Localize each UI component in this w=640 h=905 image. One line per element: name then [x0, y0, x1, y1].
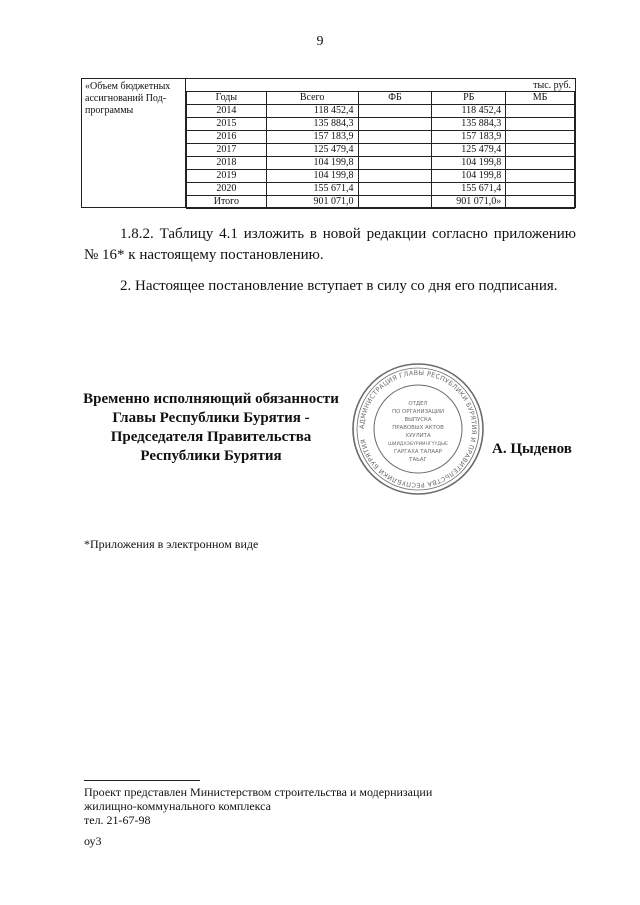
cell-year: 2016 [187, 131, 267, 144]
footer-line: тел. 21-67-98 [84, 813, 151, 827]
cell-total: 104 199,8 [266, 170, 358, 183]
table-left-label: «Объем бюджетных ассигнований Под-программы [82, 79, 186, 207]
cell-fb [358, 105, 432, 118]
cell-mb [506, 170, 575, 183]
cell-rb: 104 199,8 [432, 170, 506, 183]
cell-total: 901 071,0 [266, 196, 358, 209]
table-row [187, 131, 575, 144]
signatory-title-line: Главы Республики Бурятия - [112, 410, 310, 426]
footer-block [84, 785, 432, 827]
stamp-inner-line: ПО ОРГАНИЗАЦИИ [392, 409, 444, 415]
cell-total: 125 479,4 [266, 144, 358, 157]
cell-total: 135 884,3 [266, 118, 358, 131]
footer-divider [84, 780, 200, 781]
table-row [187, 183, 575, 196]
cell-mb [506, 196, 575, 209]
cell-fb [358, 157, 432, 170]
cell-year: 2017 [187, 144, 267, 157]
cell-mb [506, 183, 575, 196]
stamp-inner-line: ТАЬАГ [409, 457, 427, 463]
cell-mb [506, 157, 575, 170]
cell-mb [506, 105, 575, 118]
cell-rb: 135 884,3 [432, 118, 506, 131]
signatory-name: А. Цыденов [492, 441, 572, 457]
table-row [187, 170, 575, 183]
cell-fb [358, 118, 432, 131]
stamp-inner-line: ХУУЛИТА [405, 433, 431, 439]
cell-year: 2015 [187, 118, 267, 131]
header-total: Всего [266, 92, 358, 105]
header-rb: РБ [432, 92, 506, 105]
document-code: оу3 [84, 834, 102, 848]
paragraph-effective: 2. Настоящее постановление вступает в силу со дня его подписания. [120, 278, 558, 294]
cell-mb [506, 131, 575, 144]
table-header-row [187, 92, 575, 105]
paragraph-amendment: 1.8.2. Таблицу 4.1 изложить в новой редакции согласно приложению № 16* к настоящему постановлению. [84, 226, 576, 263]
cell-mb [506, 144, 575, 157]
stamp-inner-line: ОТДЕЛ [408, 401, 428, 407]
cell-fb [358, 170, 432, 183]
cell-fb [358, 196, 432, 209]
cell-mb [506, 118, 575, 131]
header-years: Годы [187, 92, 267, 105]
table-unit: тыс. руб. [533, 80, 571, 91]
stamp-inner-line: ПРАВОВЫХ АКТОВ [392, 425, 444, 431]
signatory-title-line: Председателя Правительства [110, 429, 312, 445]
table-row [187, 118, 575, 131]
signatory-title [80, 390, 342, 466]
budget-table [81, 78, 576, 208]
cell-rb: 155 671,4 [432, 183, 506, 196]
budget-grid [186, 91, 575, 209]
signatory-title-line: Временно исполняющий обязанности [83, 391, 339, 407]
cell-total: 104 199,8 [266, 157, 358, 170]
cell-rb: 118 452,4 [432, 105, 506, 118]
footer-line: Проект представлен Министерством строительства и модернизации [84, 785, 433, 799]
footer-line: жилищно-коммунального комплекса [84, 799, 271, 813]
cell-fb [358, 144, 432, 157]
page-number: 9 [316, 34, 324, 49]
stamp-inner-line: ГАРГАХА ТАЛААР [394, 449, 442, 455]
official-stamp [350, 361, 486, 497]
signatory-title-line: Республики Бурятия [140, 448, 282, 464]
cell-rb: 901 071,0» [432, 196, 506, 209]
table-row [187, 105, 575, 118]
stamp-inner-line: ШИИДХЭБҮРИИНГҮҮДЫЕ [388, 442, 448, 447]
header-mb: МБ [506, 92, 575, 105]
cell-rb: 125 479,4 [432, 144, 506, 157]
cell-year: 2020 [187, 183, 267, 196]
header-fb: ФБ [358, 92, 432, 105]
stamp-ring-textpath: АДМИНИСТРАЦИЯ ГЛАВЫ РЕСПУБЛИКИ БУРЯТИЯ И ПРАВИТЕЛЬСТВА РЕСПУБЛИКИ БУРЯТИЯ [357, 368, 479, 490]
stamp-inner-line: ВЫПУСКА [404, 417, 432, 423]
cell-year: Итого [187, 196, 267, 209]
attachments-note: *Приложения в электронном виде [84, 537, 259, 551]
cell-year: 2019 [187, 170, 267, 183]
cell-total: 157 183,9 [266, 131, 358, 144]
table-row [187, 144, 575, 157]
cell-total: 155 671,4 [266, 183, 358, 196]
table-total-row [187, 196, 575, 209]
cell-year: 2018 [187, 157, 267, 170]
cell-year: 2014 [187, 105, 267, 118]
cell-fb [358, 183, 432, 196]
cell-rb: 157 183,9 [432, 131, 506, 144]
cell-total: 118 452,4 [266, 105, 358, 118]
cell-rb: 104 199,8 [432, 157, 506, 170]
table-row [187, 157, 575, 170]
cell-fb [358, 131, 432, 144]
